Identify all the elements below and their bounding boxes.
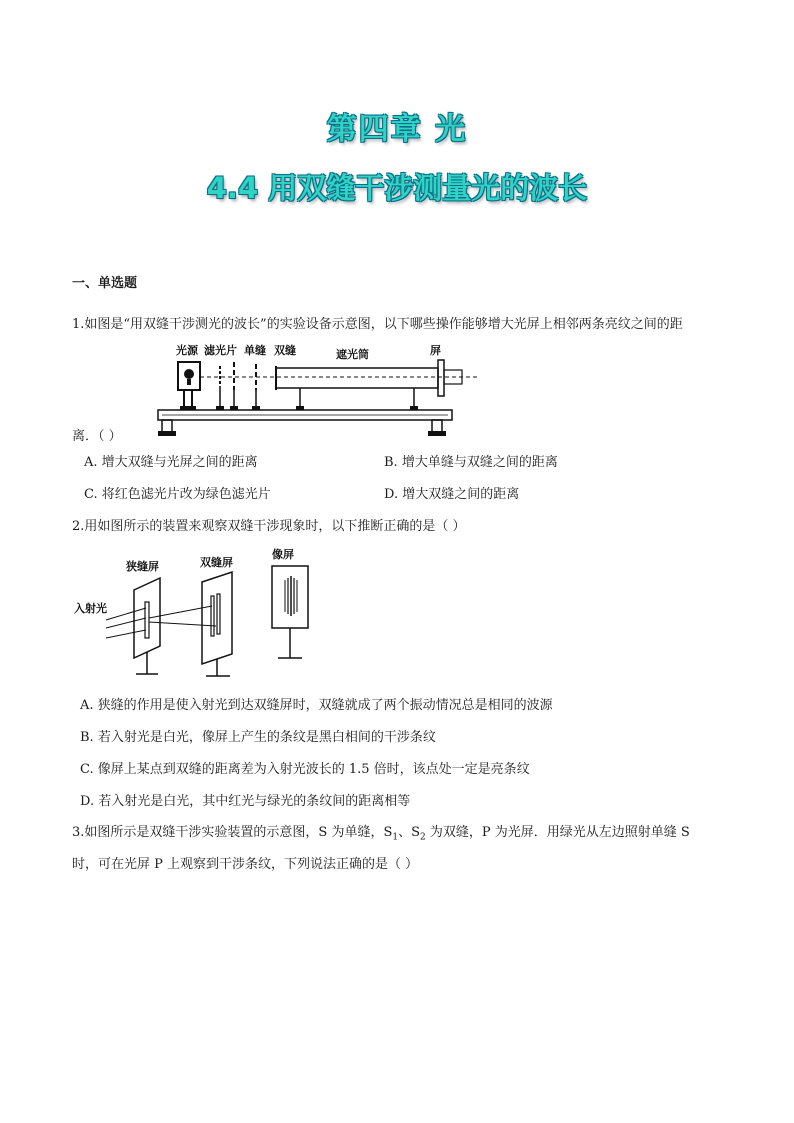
lesson-title: 4.4 用双缝干涉测量光的波长 <box>206 171 588 205</box>
q2-option-d[interactable]: D. 若入射光是白光，其中红光与绿光的条纹间的距离相等 <box>80 794 411 809</box>
q2-option-a[interactable]: A. 狭缝的作用是使入射光到达双缝屏时，双缝就成了两个振动情况总是相同的波源 <box>80 698 553 713</box>
q1-stem-line2: 离．（ ） <box>72 429 122 444</box>
label-source: 光源 <box>176 344 198 357</box>
label-image-screen: 像屏 <box>272 548 294 561</box>
label-screen: 屏 <box>430 344 441 357</box>
q1-stem-line1: 1.如图是“用双缝干涉测光的波长”的实验设备示意图，以下哪些操作能够增大光屏上相邻两条亮纹之间的距 <box>72 317 683 332</box>
label-filter: 滤光片 <box>204 344 237 357</box>
q1-option-b[interactable]: B. 增大单缝与双缝之间的距离 <box>384 455 558 470</box>
q1-option-a[interactable]: A. 增大双缝与光屏之间的距离 <box>84 455 258 470</box>
q2-double-slit-figure <box>72 542 322 684</box>
q3-stem-line1: 3.如图所示是双缝干涉实验装置的示意图，S 为单缝，$S_1$、$S_2$ 为双缝，P 为光屏．用绿光从左边照射单缝 S <box>72 825 690 843</box>
label-narrow-slit-screen: 狭缝屏 <box>126 560 159 573</box>
q1-option-d[interactable]: D. 增大双缝之间的距离 <box>384 487 520 502</box>
label-double-slit-screen: 双缝屏 <box>200 556 233 569</box>
q1-option-c[interactable]: C. 将红色滤光片改为绿色滤光片 <box>84 487 271 502</box>
label-single-slit: 单缝 <box>244 344 266 357</box>
q2-stem: 2.用如图所示的装置来观察双缝干涉现象时，以下推断正确的是（ ） <box>72 519 466 534</box>
q1-apparatus-figure <box>148 340 478 440</box>
section-heading: 一、单选题 <box>72 276 138 291</box>
label-double-slit: 双缝 <box>274 344 296 357</box>
label-incident-light: 入射光 <box>74 602 107 615</box>
chapter-title: 第四章 光 <box>326 112 468 147</box>
label-tube: 遮光筒 <box>336 348 369 361</box>
q2-option-b[interactable]: B. 若入射光是白光，像屏上产生的条纹是黑白相间的干涉条纹 <box>80 730 436 745</box>
q2-option-c[interactable]: C. 像屏上某点到双缝的距离差为入射光波长的 1.5 倍时，该点处一定是亮条纹 <box>80 762 530 777</box>
q3-stem-line2: 时，可在光屏 P 上观察到干涉条纹，下列说法正确的是（ ） <box>72 857 419 872</box>
